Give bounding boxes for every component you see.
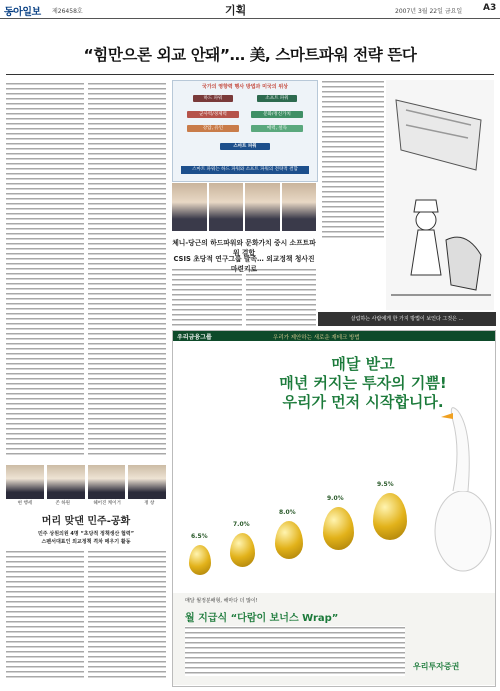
body-text-column-1	[6, 82, 84, 457]
diagram-box-smart-power: 스마트 파워	[220, 143, 270, 150]
diagram-box-persuasion: 매력, 설득	[251, 125, 303, 132]
advertiser-logo: 우리투자증권	[413, 662, 460, 671]
goose-illustration	[423, 391, 493, 591]
diagram-box-soft-power: 소프트 파워	[257, 95, 297, 102]
subheadline-1: 체니-당근의 하드파워와 문화가치 중시 소프트파워 결합	[172, 239, 316, 257]
gold-egg	[189, 545, 211, 575]
headshot-photo	[88, 465, 126, 499]
person-photo	[282, 183, 317, 231]
headshot-photo	[128, 465, 166, 499]
headline-rule	[6, 74, 494, 75]
page-number: A3	[483, 3, 497, 13]
body-text-column-3	[172, 268, 242, 328]
cartoon-side-text	[322, 80, 384, 240]
issue-number: 제26458호	[52, 8, 83, 15]
gold-egg	[323, 507, 354, 550]
headshot-photo	[47, 465, 85, 499]
cartoon-drawing	[386, 80, 494, 310]
editorial-cartoon	[322, 80, 494, 310]
rate-label: 6.5%	[191, 533, 208, 540]
caption: 존 하원	[55, 501, 70, 506]
ad-main-line: 매달 받고	[331, 355, 395, 373]
person-photo	[245, 183, 280, 231]
publish-date: 2007년 3월 22일 금요일	[395, 8, 463, 15]
diagram-box-hard-power: 하드 파워	[193, 95, 233, 102]
gold-egg	[275, 521, 303, 559]
left-story-subtitle-1: 민주 상원의원 4명 “초당적 정책생산 협력”	[37, 531, 135, 537]
person-photo	[172, 183, 207, 231]
ad-tagline: 우리가 제안하는 새로운 재테크 방법	[273, 335, 360, 341]
caption: 현 행세	[17, 501, 33, 506]
advertisement	[172, 330, 496, 687]
left-story-text-1	[6, 550, 84, 680]
headshot-row	[6, 465, 166, 499]
subheadline-2: CSIS 초당적 연구그룹 발족… 외교정책 청사진 마련키로	[173, 255, 315, 273]
left-story-text-2	[88, 550, 166, 680]
rate-label: 9.5%	[377, 481, 394, 488]
ad-subtitle: 매달 월정분배형, 해마다 더 많이!	[185, 598, 258, 604]
person-photo	[209, 183, 244, 231]
body-text-column-2	[88, 82, 166, 457]
photo-strip	[172, 183, 316, 231]
smart-power-diagram	[172, 80, 318, 182]
gold-egg	[230, 533, 255, 567]
ad-group-label: 우리금융그룹	[177, 334, 212, 341]
diagram-box-military: 군사력/경제력	[187, 111, 239, 118]
ad-product-name: 월 지급식 “다람이 보너스 Wrap”	[185, 613, 339, 624]
left-story-subtitle-2: 스펜서대표인 외교정책 격차 메우기 활동	[41, 539, 131, 545]
ad-main-line: 우리가 먼저 시작합니다.	[282, 393, 444, 411]
headshot-captions	[6, 500, 166, 506]
gold-egg	[373, 493, 407, 540]
section-title: 기획	[225, 4, 247, 17]
caption: 정 창	[144, 501, 155, 506]
diagram-box-coercion: 강압, 유인	[187, 125, 239, 132]
ad-main-line: 매년 커지는 투자의 기쁨!	[279, 374, 447, 392]
caption: 헤어진 케이거	[93, 501, 121, 506]
newspaper-logo: 동아일보	[4, 7, 41, 18]
diagram-footer: 스마트 파워는 하드 파워와 소프트 파워의 전략적 결합	[181, 166, 309, 174]
rate-label: 9.0%	[327, 495, 344, 502]
headshot-photo	[6, 465, 44, 499]
rate-label: 8.0%	[279, 509, 296, 516]
top-ad-strip: 살림하는 사람에게 한 가지 방법이 보인다 그것은 ...	[318, 312, 496, 326]
egg-rate-row	[183, 481, 423, 586]
ad-fine-print	[185, 626, 405, 676]
diagram-box-culture: 문화/정신가치	[251, 111, 303, 118]
main-headline: “힘만으론 외교 안돼”… 美, 스마트파워 전략 뜬다	[83, 46, 417, 64]
left-story-headline: 머리 맞댄 민주-공화	[41, 516, 131, 527]
rate-label: 7.0%	[233, 521, 250, 528]
diagram-title: 국가의 영향력 행사 방법과 미국의 위상	[202, 84, 288, 90]
body-text-column-4	[246, 268, 316, 328]
